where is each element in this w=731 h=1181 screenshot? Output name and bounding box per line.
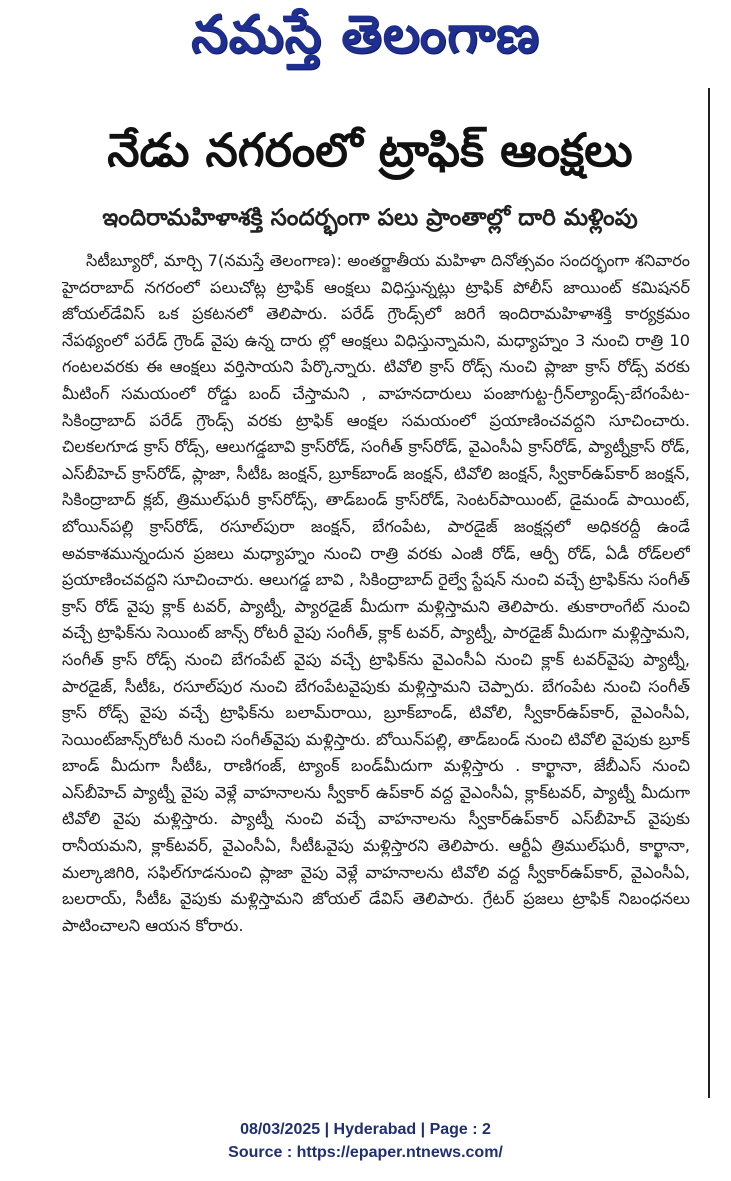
source-link[interactable]: Source : https://epaper.ntnews.com/ [228,1144,503,1161]
article-subheadline: ఇందిరామహిళాశక్తి సందర్భంగా పలు ప్రాంతాల్లో దారి మళ్లింపు [102,205,638,231]
masthead [0,6,731,76]
article-column [62,248,690,1078]
article-headline: నేడు నగరంలో ట్రాఫిక్ ఆంక్షలు [107,123,633,177]
article-body: సిటీబ్యూరో, మార్చి 7(నమస్తే తెలంగాణ): అంతర్జాతీయ మహిళా దినోత్సవం సందర్భంగా శనివారం హైదరాబాద్ నగరంలో పలుచోట్ల ట్రాఫిక్ ఆంక్షలు విధిస్తున్నట్లు ట్రాఫిక్ పోలీస్ జాయింట్ కమిషనర్ జోయల్‌డేవిస్ ఒక ప్రకటనలో తెలిపారు. పరేడ్ గ్రౌండ్స్‌లో జరిగే ఇందిరామహిళాశక్తి కార్యక్రమం నేపథ్యంలో పరేడ్ గ్రౌండ్ వైపు ఉన్న దారు ల్లో ఆంక్షలు విధిస్తున్నామని, మధ్యాహ్నం 3 నుంచి రాత్రి 10 గంటలవరకు ఈ ఆంక్షలు వర్తిసాయని పేర్కొన్నారు. టివోలి క్రాస్ రోడ్స్ నుంచి ప్లాజా క్రాస్ రోడ్స్ వరకు మీటింగ్ సమయంలో రోడ్డు బంద్ చేస్తామని , వాహనదారులు పంజాగుట్ట-గ్రీన్‌ల్యాండ్స్-బేగంపేట-సికింద్రాబాద్ పరేడ్ గ్రౌండ్స్ వరకు ట్రాఫిక్ ఆంక్షల సమయంలో ప్రయాణించవద్దని సూచించారు. చిలకలగూడ క్రాస్ రోడ్స్, ఆలుగడ్డబావి క్రాస్‌రోడ్, సంగీత్ క్రాస్‌రోడ్, వైఎంసీఏ క్రాస్‌రోడ్, ప్యాట్నీక్రాస్ రోడ్, ఎస్‌బీహెచ్ క్రాస్‌రోడ్, ప్లాజా, సీటీఓ జంక్షన్, బ్రూక్‌బాండ్ జంక్షన్, టివోలి జంక్షన్, స్వీకార్‌ఉప్‌కార్ జంక్షన్, సికింద్రాబాద్ క్లబ్, త్రిముల్‌ఘరీ క్రాస్‌రోడ్స్, తాడ్‌బండ్ క్రాస్‌రోడ్, సెంటర్‌పాయింట్, డైమండ్ పాయింట్, బోయిన్‌పల్లి క్రాస్‌రోడ్, రసూల్‌పురా జంక్షన్, బేగంపేట, పారడైజ్ జంక్షన్లలో అధికరద్దీ ఉండే అవకాశమున్నందున ప్రజలు మధ్యాహ్నం నుంచి రాత్రి వరకు ఎంజీ రోడ్, ఆర్పీ రోడ్, ఏడీ రోడ్‌లలో ప్రయాణించవద్దని సూచించారు. ఆలుగడ్డ బావి , సికింద్రాబాద్ రైల్వే స్టేషన్ నుంచి వచ్చే ట్రాఫిక్‌ను సంగీత్ క్రాస్ రోడ్ వైపు క్లాక్ టవర్, ప్యాట్నీ, ప్యారడైజ్ మీదుగా మళ్లిస్తామని తెలిపారు. తుకారాంగేట్ నుంచి వచ్చే ట్రాఫిక్‌ను సెయింట్ జాన్స్ రోటరీ వైపు సంగీత్, క్లాక్ టవర్, ప్యాట్నీ, పారడైజ్ మీదుగా మళ్లిస్తామని, సంగీత్ క్రాస్ రోడ్స్ నుంచి బేగంపేట్ వైపు వచ్చే ట్రాఫిక్‌ను వైఎంసీఏ నుంచి క్లాక్ టవర్‌వైపు ప్యాట్నీ, పారడైజ్, సీటీఓ, రసూల్‌పుర నుంచి బేగంపేటవైపుకు మళ్లిస్తామని చెప్పారు. బేగంపేట నుంచి సంగీత్ క్రాస్ రోడ్స్ వైపు వచ్చే ట్రాఫిక్‌ను బలామ్‌రాయి, బ్రూక్‌బాండ్, టివోలి, స్వీకార్‌ఉప్‌కార్, వైఎంసీఏ, సెయింట్‌జాన్స్‌రోటరీ నుంచి సంగీత్‌వైపు మళ్లిస్తారు. బోయిన్‌పల్లి, తాడ్‌బండ్ నుంచి టివోలి వైపుకు బ్రూక్ బాండ్ మీదుగా సీటీఓ, రాణిగంజ్, ట్యాంక్ బండ్‌మీదుగా మళ్లిస్తారు . కార్ఖానా, జేబీఎస్ నుంచి ఎస్‌బీహెచ్ ప్యాట్నీ వైపు వెళ్లే వాహనాలను స్వీకార్ ఉప్‌కార్ వద్ద వైఎంసీఏ, క్లాక్‌టవర్, ప్యాట్నీ మీదుగా టివోలి వైపు మళ్లిస్తారు. ప్యాట్నీ నుంచి వచ్చే వాహనాలను స్వీకార్‌ఉప్‌కార్ ఎస్‌బీహెచ్ వైపుకు రానీయమని, క్లాక్‌టవర్, వైఎంసీఏ, సీటీఓవైపు మళ్లిస్తారని తెలిపారు. ఆర్టీఏ త్రిముల్‌ఘరీ, కార్ఖానా, మల్కాజిగిరి, సఫిల్‌గూడనుంచి ప్లాజా వైపు వెళ్లే వాహనాలను టివోలి వద్ద స్వీకార్‌ఉప్‌కార్, వైఎంసీఏ, బలరాయ్, సీటీఓ వైపుకు మళ్లిస్తామని జోయల్ డేవిస్ తెలిపారు. గ్రేటర్ ప్రజలు ట్రాఫిక్ నిబంధనలు పాటించాలని ఆయన కోరారు. [62,251,690,935]
column-divider [708,88,710,1098]
edition-info: 08/03/2025 | Hyderabad | Page : 2 [240,1121,491,1138]
page-footer [0,1118,731,1164]
newspaper-logo-title: నమస్తే తెలంగాణ [191,4,540,65]
